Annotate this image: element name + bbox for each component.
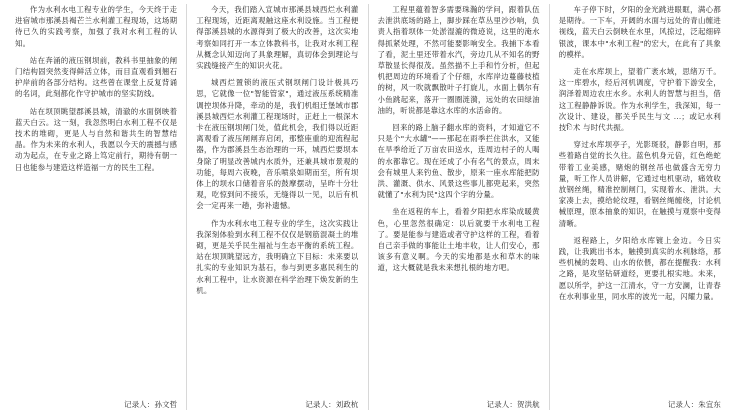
byline: 记录人：孙文哲: [124, 400, 178, 409]
paragraph: 车子停下时，夕阳的金光跳进眼眶，满心都是期待。一下车，开阔的水面与远处的青山缠进视线，蓝天白云倒映在水里，风掠过，泛起细碎银波，课本中"水利工程"的宏大，在此有了具象的模样。: [558, 5, 721, 59]
column-4-body: [559, 4, 721, 395]
paragraph: 作为水利水电工程专业的学生，这次实践让我深刻体验到水利工程不仅仅是钢筋混凝土的堆砌，更是关乎民生福祉与生态平衡的系统工程。站在坝顶眺望远方，我明确立下目标：未来要以扎实的专业知识为基石，参与到更多惠民利生的水利工程中，让水资源在科学治理下焕发新的生机。: [196, 218, 359, 295]
paragraph: 工程里蕴着智多需要珠瀚的学问，跟着队伍去泄洪底场的路上，脚步踩在草丛里沙沙响，负责人指着坝体一处淤湿漉的微迹说，这里的淹水得抓紧处理，不然可能要影响安全。我捕下本看了看，泥土里还带着水汽，旁边几从不知名的野草散显长得很茂。虽然描不上手和竹分析，但起机把周边的环境看了个仔细，水库岸边蔓藤枝植的树，风一吹就飘散叶子打旋儿，水面上偶尔有小鱼跳起来，落开一圈圈涟漪，远处的农田绿油油的，听说都是靠这水库的水活命的。: [377, 5, 540, 115]
column-2-body: [196, 4, 358, 395]
byline: 记录人：贺洪航: [486, 400, 540, 409]
paragraph: 返程路上，夕阳给水库镀上金边。今日实践，让我跳出书本，触摸到真实的水利脉络，那些机械的轰鸣、山水的依偎，都在提醒我：水利之路，是攻坚钻研道经，更要扎根实地。未来，愿以所学，护这一江清水，守一方安澜，让青春在水利事业里，同水库的波光一起，闪耀力量。: [558, 235, 721, 301]
paragraph: 穿过水库坝亭子，光影斑驳，静影自明，那些着路自觉的长久往。蓝色机身元倍，红色绝蛇带着工业美感，赌炮的钢丝吊也做盛含无穷力量，听工作人员讲解，它通过电机驱动，痛效收放钢丝绳，精准控制闸门，实现着水、泄洪。大家凑上去，摸给轮纹理，看钢丝绳缠绕，讨论机械原理，原本抽象的知识，在触摸与观察中变得清晰。: [558, 140, 721, 228]
paragraph: 回来的路上脑子翻水库的资料，才知道它不只是个"大水罐"——那起在雨季拦住洪水，又能在旱季给近了万亩农田送水，连周边村子的人喝的水都靠它。现在还成了小有名气的景点，周末会有城里人来钓鱼、散步，原来一座水库能把防洪、灌溉、供水、风景这些事儿都兜起来，突然就懂了"水利为民"这四个字的分量。: [377, 123, 540, 200]
paragraph: 今天，我们踏入宣城市那溪县城西烂水利灌工程现场，近距离观触这座水利设施。当工程便得部溪县城的水源得到了极大的改善，这次实地考察如同打开一本立体教科书，让我对水利工程从概念认知迈向了具象理解，真切体会到理论与实践缝接产生的知识火花。: [196, 5, 359, 71]
text-column-3: [368, 4, 549, 410]
paragraph: 作为水利水电工程专业的学生，今天终于走进宿城市那溪县褐芒兰水利灌工程现场，这场期待已久的实践考察，加强了我对水利工程的认知。: [15, 5, 178, 48]
paragraph: 站在坝顶眺望郡溪县城，清澈的水面倒映着蓝天白云。这一刻，我忽然明白水利工程不仅是技术的堆砌，更是人与自然和谐共生的智慧结晶。作为未来的水利人，我愿以今天的震撼与感动为起点，在专业之路上笃定前行，期待有朝一日也能参与建造这样造福一方的民生工程。: [15, 106, 178, 172]
text-column-4: [549, 4, 730, 410]
column-1-body: [15, 4, 177, 395]
paragraph: 站在奔涌的液压钢坝前，教科书里抽象的闸门结构固突然变得鲜活立体，而目直观看到翘石护岸前的各部分结构。这些曾在课堂上反复背诵的名词，此刻都化作守护城市的坚实防线。: [15, 55, 178, 99]
text-column-1: [6, 4, 186, 410]
paragraph: 走在水库坝上，望着广袤水域，思绪万千。这一库碧水，经后河机调度，守护着下游安全，润泽着周边农庄水乡。水利人的智慧与担当，借这工程静静诉说。作为水利学生，我深知，每一次设计、建设，都关乎民生与文 ...；或记水利技ि术 与时代共振。: [558, 67, 721, 133]
byline: 记录人：刘政杭: [305, 400, 359, 409]
byline: 记录人：朱宜东: [667, 400, 721, 409]
column-3-body: [378, 4, 540, 395]
text-column-2: [186, 4, 367, 410]
paragraph: 坐在返程的车上，看着夕阳把水库染成暖黄色，心里忽然很确定：以后就要干水利电工程了。要是能参与建造或者守护这样的工程，看着自己亲手做的事能让土地丰收，让人们安心，那该多有意义啊。今天的实地都是水和草木的味道，这大概就是我未来想扎根的地方吧。: [377, 207, 540, 273]
paragraph: 城西烂置锁的液压式钢坝闸门设计极具巧思，它就像一位"智能管家"，通过液压系统精准调控坝体升降，牵动的是，我们机组迁堡域市郡溪县城西烂水利灌工程现场时，正赶上一根深木卡在液压钢坝闸门处，值此机会，我们得以近距离观看了液压闸闸弃启闭，那整座重的迎流程起器，作为郡溪县生态治理的一环，城西烂要坝本身除了明显改善城内水质外，还兼具城市景观的功能，每周六夜晚，音乐喷泉如期而至，所有坝体上的坝水口储着音乐的鼓摩摆动，呈昨十分壮观，吃惊到问不接乐，无缝得以一见，以后有机会一定再来一趟，弥补遗憾。: [196, 78, 359, 211]
